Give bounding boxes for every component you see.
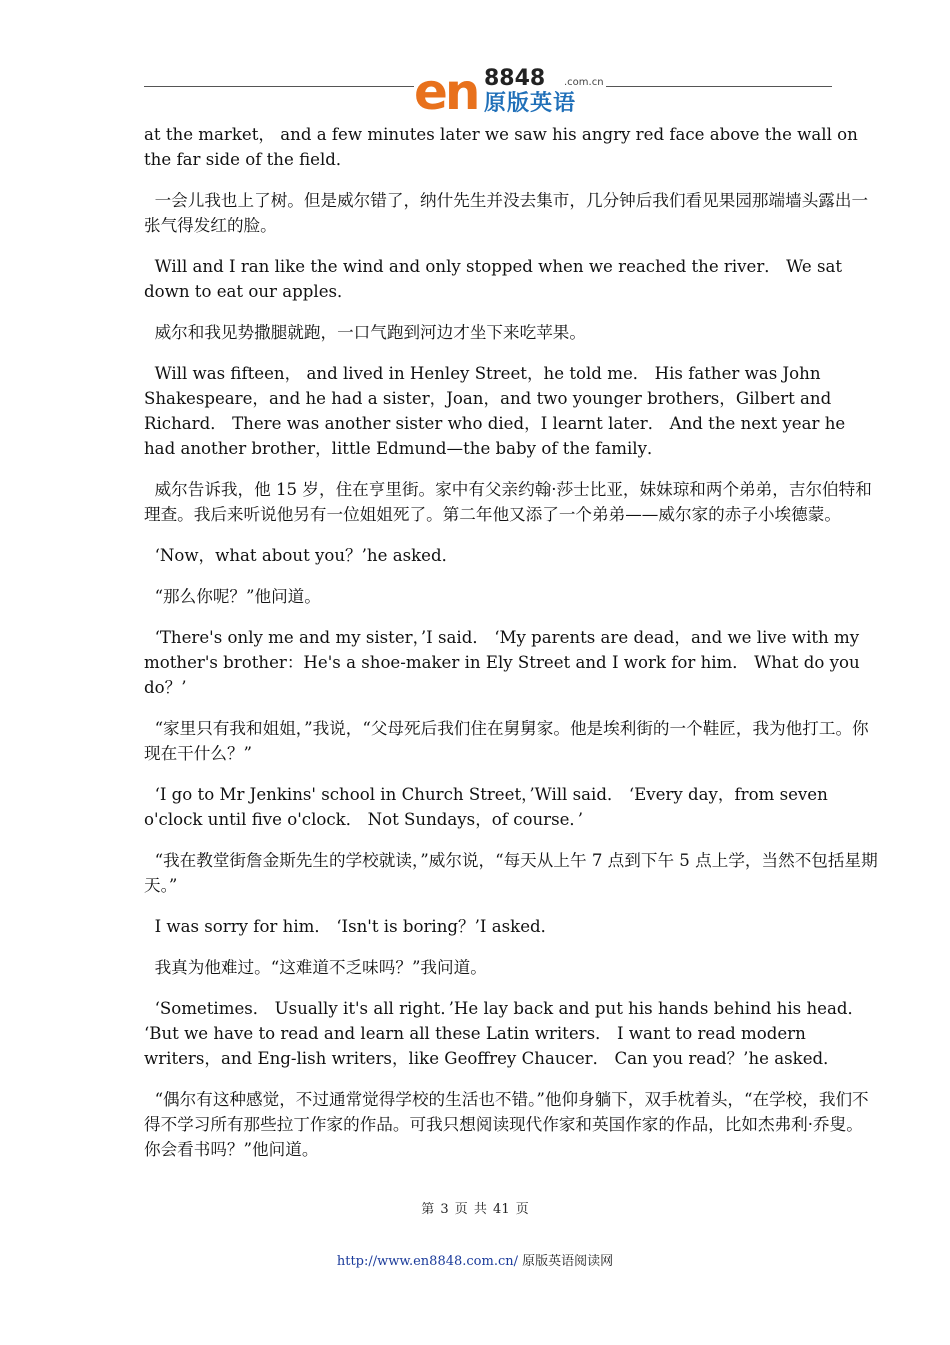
logo-domain: .com.cn xyxy=(564,77,604,88)
paragraph-zh: 我真为他难过。“这难道不乏味吗？”我问道。 xyxy=(144,958,487,977)
paragraph-zh: “家里只有我和姐姐，”我说，“父母死后我们住在舅舅家。他是埃利街的一个鞋匠，我为他打工。你现在干什么？” xyxy=(144,719,869,763)
paragraph-en: ‘There's only me and my sister，’I said． ‘My parents are dead，and we live with my mother's brother：He's a shoe-maker in Ely Street and I work for him． What do you do？’ xyxy=(144,628,865,697)
logo-number: 8848 xyxy=(484,66,546,91)
article-body xyxy=(144,122,879,1178)
paragraph-zh: 一会儿我也上了树。但是威尔错了，纳什先生并没去集市，几分钟后我们看见果园那端墙头露出一张气得发红的脸。 xyxy=(144,191,869,235)
page-number: 第 3 页 共 41 页 xyxy=(421,1202,529,1217)
paragraph-zh: “那么你呢？”他问道。 xyxy=(144,587,321,606)
header-rule-left xyxy=(144,86,414,87)
paragraph-en: ‘Sometimes． Usually it's all right．’He lay back and put his hands behind his head． ‘But we have to read and learn all these Latin writers． I want to read modern writers，and Eng-lish writers，like Geoffrey Chaucer． Can you read？’he asked． xyxy=(144,999,870,1068)
paragraph-zh: 威尔和我见势撒腿就跑，一口气跑到河边才坐下来吃苹果。 xyxy=(144,323,586,342)
site-name: 原版英语阅读网 xyxy=(518,1254,614,1269)
paragraph-en: Will and I ran like the wind and only stopped when we reached the river． We sat down to eat our apples． xyxy=(144,257,848,301)
paragraph-zh: 威尔告诉我，他 15 岁，住在亨里街。家中有父亲约翰·莎士比亚，妹妹琼和两个弟弟，吉尔伯特和理查。我后来听说他另有一位姐姐死了。第二年他又添了一个弟弟——威尔家的赤子小埃德蒙。 xyxy=(144,480,872,524)
paragraph-en: I was sorry for him． ‘Isn't is boring？’I asked． xyxy=(144,917,558,936)
logo-cn-text: 原版英语 xyxy=(484,91,577,116)
paragraph-zh: “我在教堂街詹金斯先生的学校就读，”威尔说，“每天从上午 7 点到下午 5 点上学，当然不包括星期天。” xyxy=(144,851,878,895)
paragraph-en: ‘I go to Mr Jenkins' school in Church Street，’Will said． ‘Every day，from seven o'clock until five o'clock． Not Sundays，of course．’ xyxy=(144,785,834,829)
paragraph-zh: “偶尔有这种感觉，不过通常觉得学校的生活也不错。”他仰身躺下，双手枕着头，“在学校，我们不得不学习所有那些拉丁作家的作品。可我只想阅读现代作家和英国作家的作品，比如杰弗利·乔叟。你会看书吗？”他问道。 xyxy=(144,1090,869,1159)
paragraph-en: Will was fifteen， and lived in Henley Street，he told me． His father was John Shakespeare，and he had a sister，Joan，and two younger brothers，Gilbert and Richard． There was another sister who died，I learnt later． And the next year he had another brother，little Edmund—the baby of the family． xyxy=(144,364,851,458)
site-logo[interactable] xyxy=(414,63,606,121)
paragraph-en: ‘Now，what about you？’he asked． xyxy=(144,546,459,565)
logo-en-text: en xyxy=(414,63,478,121)
paragraph-en: at the market， and a few minutes later we saw his angry red face above the wall on the far side of the field． xyxy=(144,125,864,169)
footer-source xyxy=(0,1250,950,1269)
site-url-link[interactable]: http://www.en8848.com.cn/ xyxy=(336,1254,518,1269)
header-rule-right xyxy=(606,86,832,87)
